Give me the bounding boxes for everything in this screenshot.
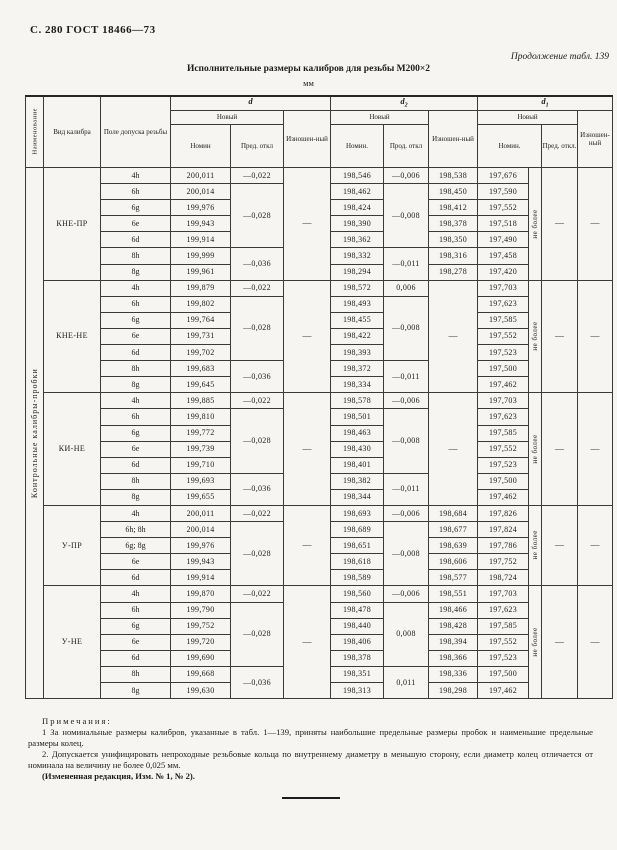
d2-worn: 198,684	[429, 505, 478, 521]
d2-worn: 198,538	[429, 168, 478, 184]
d-nominal: 199,702	[171, 345, 231, 361]
d2-nominal: 198,362	[331, 232, 384, 248]
calibration-sizes-table	[25, 95, 613, 699]
d-nominal: 199,961	[171, 264, 231, 280]
table-row	[26, 505, 613, 521]
d2-deviation: —0,006	[384, 393, 429, 409]
d2-worn: 198,378	[429, 216, 478, 232]
d1-nominal: 197,824	[478, 522, 529, 538]
tolerance-field: 8h	[101, 248, 171, 264]
d1-nominal: 197,552	[478, 441, 529, 457]
d-nominal: 199,690	[171, 650, 231, 666]
gauge-kind: КНЕ-ПР	[44, 168, 101, 281]
tolerance-field: 4h	[101, 586, 171, 602]
table-header	[26, 96, 613, 168]
d-nominal: 199,668	[171, 666, 231, 682]
d1-worn: —	[578, 393, 613, 506]
gauge-kind: КНЕ-НЕ	[44, 280, 101, 393]
d-worn: —	[284, 586, 331, 699]
column-header-d-deviation: Пред. откл	[231, 125, 284, 168]
notes-section	[28, 716, 593, 782]
d-deviation: —0,022	[231, 586, 284, 602]
d-deviation: —0,022	[231, 168, 284, 184]
column-header-d1: $d_1$	[478, 96, 613, 111]
d2-nominal: 198,390	[331, 216, 384, 232]
notes-heading: Примечания:	[42, 716, 112, 726]
page-header: С. 280 ГОСТ 18466—73	[30, 24, 156, 36]
tolerance-field: 6d	[101, 570, 171, 586]
d-nominal: 199,752	[171, 618, 231, 634]
d1-nominal: 197,623	[478, 602, 529, 618]
d2-nominal: 198,313	[331, 683, 384, 699]
d-nominal: 200,011	[171, 168, 231, 184]
d1-nominal: 198,724	[478, 570, 529, 586]
d2-nominal: 198,351	[331, 666, 384, 682]
d1-nominal: 197,523	[478, 650, 529, 666]
d2-nominal: 198,462	[331, 184, 384, 200]
d2-nominal: 198,493	[331, 296, 384, 312]
d-nominal: 199,683	[171, 361, 231, 377]
d-deviation: —0,022	[231, 393, 284, 409]
d2-worn: 198,412	[429, 200, 478, 216]
tolerance-field: 8g	[101, 489, 171, 505]
d-nominal: 199,645	[171, 377, 231, 393]
d2-worn: 198,336	[429, 666, 478, 682]
row-group-label: Контрольные калибры-пробки	[26, 168, 44, 699]
note-2: 2. Допускается унифицировать непроходные резьбовые кольца по внутреннему диаметру в меньшую сторону, если диаметр колец отличается от номинала на величину не более 0,025 мм.	[28, 749, 593, 770]
d2-worn: 198,394	[429, 634, 478, 650]
d2-nominal: 198,401	[331, 457, 384, 473]
d1-deviation: —	[542, 280, 578, 393]
d2-worn: 198,278	[429, 264, 478, 280]
d2-deviation: —0,011	[384, 473, 429, 505]
tolerance-field: 6g	[101, 425, 171, 441]
d2-nominal: 198,589	[331, 570, 384, 586]
d1-nominal: 197,500	[478, 361, 529, 377]
d1-nominal: 197,462	[478, 489, 529, 505]
d-worn: —	[284, 505, 331, 585]
d-worn: —	[284, 168, 331, 281]
gauge-kind: КИ-НЕ	[44, 393, 101, 506]
d2-worn: —	[429, 280, 478, 393]
d1-nominal: 197,420	[478, 264, 529, 280]
d-nominal: 199,879	[171, 280, 231, 296]
d-nominal: 199,943	[171, 216, 231, 232]
tolerance-field: 8h	[101, 361, 171, 377]
d2-deviation: —0,006	[384, 586, 429, 602]
tolerance-field: 6e	[101, 554, 171, 570]
column-header-d2-deviation: Прод. откл	[384, 125, 429, 168]
d2-nominal: 198,689	[331, 522, 384, 538]
d-nominal: 199,710	[171, 457, 231, 473]
d2-nominal: 198,455	[331, 312, 384, 328]
column-header-d2: $d_2$	[331, 96, 478, 111]
d1-nominal: 197,462	[478, 377, 529, 393]
d2-nominal: 198,572	[331, 280, 384, 296]
d1-worn: —	[578, 505, 613, 585]
d2-worn: 198,551	[429, 586, 478, 602]
d1-nominal: 197,552	[478, 328, 529, 344]
tolerance-field: 8h	[101, 666, 171, 682]
column-header-d-nominal: Номин	[171, 125, 231, 168]
d-deviation: —0,028	[231, 184, 284, 248]
d1-deviation: —	[542, 586, 578, 699]
d1-deviation: —	[542, 393, 578, 506]
column-header-d: d	[171, 96, 331, 111]
d-worn: —	[284, 393, 331, 506]
d1-nominal: 197,518	[478, 216, 529, 232]
d1-limit-note: не более	[529, 505, 542, 585]
tolerance-field: 6e	[101, 328, 171, 344]
d2-deviation: —0,008	[384, 522, 429, 586]
d2-deviation: 0,011	[384, 666, 429, 698]
d2-deviation: —0,008	[384, 184, 429, 248]
tolerance-field: 8h	[101, 473, 171, 489]
d2-nominal: 198,378	[331, 650, 384, 666]
d2-worn: 198,466	[429, 602, 478, 618]
d-nominal: 199,914	[171, 570, 231, 586]
d2-worn: 198,366	[429, 650, 478, 666]
table-continuation-label: Продолжение табл. 139	[510, 52, 609, 62]
column-header-d1-new: Новый	[478, 111, 578, 125]
d2-nominal: 198,501	[331, 409, 384, 425]
column-header-name: Наименование	[26, 96, 44, 168]
d-nominal: 199,976	[171, 538, 231, 554]
d1-nominal: 197,703	[478, 393, 529, 409]
column-header-d1-deviation: Пред. откл.	[542, 125, 578, 168]
d2-worn: 198,298	[429, 683, 478, 699]
tolerance-field: 6h; 8h	[101, 522, 171, 538]
d1-nominal: 197,676	[478, 168, 529, 184]
d2-nominal: 198,332	[331, 248, 384, 264]
tolerance-field: 6h	[101, 409, 171, 425]
column-header-d2-worn: Изношен-ный	[429, 111, 478, 168]
d1-nominal: 197,623	[478, 409, 529, 425]
d2-nominal: 198,382	[331, 473, 384, 489]
tolerance-field: 6d	[101, 457, 171, 473]
d1-nominal: 197,826	[478, 505, 529, 521]
d2-nominal: 198,651	[331, 538, 384, 554]
d1-deviation: —	[542, 168, 578, 281]
d2-nominal: 198,424	[331, 200, 384, 216]
d1-nominal: 197,703	[478, 280, 529, 296]
column-header-tolerance: Поле допуска резьбы	[101, 96, 171, 168]
d2-nominal: 198,478	[331, 602, 384, 618]
d1-nominal: 197,590	[478, 184, 529, 200]
d2-nominal: 198,430	[331, 441, 384, 457]
d-nominal: 199,764	[171, 312, 231, 328]
d2-nominal: 198,406	[331, 634, 384, 650]
d1-nominal: 197,500	[478, 473, 529, 489]
d-deviation: —0,028	[231, 522, 284, 586]
d1-limit-note: не более	[529, 168, 542, 281]
d-nominal: 199,772	[171, 425, 231, 441]
tolerance-field: 6d	[101, 345, 171, 361]
gauge-kind: У-ПР	[44, 505, 101, 585]
d-nominal: 199,914	[171, 232, 231, 248]
d2-nominal: 198,463	[331, 425, 384, 441]
d-nominal: 199,943	[171, 554, 231, 570]
tolerance-field: 6g	[101, 312, 171, 328]
d-nominal: 199,720	[171, 634, 231, 650]
column-header-d2-nominal: Номин.	[331, 125, 384, 168]
d1-nominal: 197,552	[478, 200, 529, 216]
d1-nominal: 197,623	[478, 296, 529, 312]
d1-nominal: 197,585	[478, 618, 529, 634]
d2-deviation: 0,008	[384, 602, 429, 666]
tolerance-field: 6d	[101, 232, 171, 248]
d1-deviation: —	[542, 505, 578, 585]
d-deviation: —0,036	[231, 666, 284, 698]
d2-nominal: 198,578	[331, 393, 384, 409]
d2-nominal: 198,344	[331, 489, 384, 505]
tolerance-field: 8g	[101, 264, 171, 280]
column-header-d-worn: Изношен-ный	[284, 111, 331, 168]
d2-deviation: —0,008	[384, 296, 429, 360]
d1-nominal: 197,552	[478, 634, 529, 650]
d2-worn: 198,428	[429, 618, 478, 634]
note-revision: (Измененная редакция, Изм. № 1, № 2).	[42, 771, 195, 781]
d-deviation: —0,028	[231, 296, 284, 360]
d-nominal: 199,655	[171, 489, 231, 505]
d-nominal: 199,630	[171, 683, 231, 699]
d-deviation: —0,036	[231, 248, 284, 280]
d-nominal: 199,976	[171, 200, 231, 216]
d-nominal: 199,731	[171, 328, 231, 344]
d-nominal: 199,999	[171, 248, 231, 264]
tolerance-field: 6g	[101, 200, 171, 216]
column-header-kind: Вид калибра	[44, 96, 101, 168]
d1-nominal: 197,462	[478, 683, 529, 699]
tolerance-field: 6h	[101, 184, 171, 200]
d2-deviation: —0,006	[384, 505, 429, 521]
column-header-d1-nominal: Номин.	[478, 125, 542, 168]
tolerance-field: 6g; 8g	[101, 538, 171, 554]
d1-limit-note: не более	[529, 586, 542, 699]
d2-nominal: 198,693	[331, 505, 384, 521]
d-deviation: —0,028	[231, 409, 284, 473]
d2-worn: 198,639	[429, 538, 478, 554]
d2-deviation: —0,011	[384, 361, 429, 393]
tolerance-field: 8g	[101, 683, 171, 699]
column-header-d-new: Новый	[171, 111, 284, 125]
d-deviation: —0,036	[231, 361, 284, 393]
d1-nominal: 197,786	[478, 538, 529, 554]
d-nominal: 199,810	[171, 409, 231, 425]
d2-deviation: 0,006	[384, 280, 429, 296]
end-rule	[282, 797, 340, 799]
tolerance-field: 4h	[101, 393, 171, 409]
d-deviation: —0,022	[231, 505, 284, 521]
d1-limit-note: не более	[529, 393, 542, 506]
d2-worn: 198,450	[429, 184, 478, 200]
d1-nominal: 197,523	[478, 457, 529, 473]
d2-nominal: 198,618	[331, 554, 384, 570]
d1-nominal: 197,523	[478, 345, 529, 361]
d-nominal: 200,014	[171, 522, 231, 538]
tolerance-field: 4h	[101, 505, 171, 521]
d2-worn: 198,606	[429, 554, 478, 570]
d-nominal: 199,739	[171, 441, 231, 457]
tolerance-field: 8g	[101, 377, 171, 393]
d1-worn: —	[578, 168, 613, 281]
tolerance-field: 6e	[101, 216, 171, 232]
d1-nominal: 197,703	[478, 586, 529, 602]
tolerance-field: 6g	[101, 618, 171, 634]
d2-deviation: —0,006	[384, 168, 429, 184]
d2-nominal: 198,393	[331, 345, 384, 361]
d2-worn: —	[429, 393, 478, 506]
column-header-d1-worn: Изношен-ный	[578, 111, 613, 168]
d-nominal: 200,011	[171, 505, 231, 521]
d2-deviation: —0,008	[384, 409, 429, 473]
d2-nominal: 198,422	[331, 328, 384, 344]
table-row	[26, 586, 613, 602]
d-nominal: 199,870	[171, 586, 231, 602]
d1-worn: —	[578, 280, 613, 393]
d-worn: —	[284, 280, 331, 393]
d1-nominal: 197,490	[478, 232, 529, 248]
table-row	[26, 393, 613, 409]
d2-nominal: 198,372	[331, 361, 384, 377]
tolerance-field: 6e	[101, 634, 171, 650]
table-body	[26, 168, 613, 699]
d1-nominal: 197,458	[478, 248, 529, 264]
d1-nominal: 197,585	[478, 312, 529, 328]
gauge-kind: У-НЕ	[44, 586, 101, 699]
table-row	[26, 168, 613, 184]
tolerance-field: 6e	[101, 441, 171, 457]
d2-worn: 198,577	[429, 570, 478, 586]
d-nominal: 199,885	[171, 393, 231, 409]
tolerance-field: 6h	[101, 296, 171, 312]
tolerance-field: 4h	[101, 280, 171, 296]
d2-nominal: 198,334	[331, 377, 384, 393]
d2-nominal: 198,294	[331, 264, 384, 280]
d-deviation: —0,036	[231, 473, 284, 505]
d2-worn: 198,350	[429, 232, 478, 248]
d-nominal: 199,802	[171, 296, 231, 312]
d-deviation: —0,022	[231, 280, 284, 296]
d-deviation: —0,028	[231, 602, 284, 666]
units-label: мм	[303, 78, 314, 88]
d2-worn: 198,316	[429, 248, 478, 264]
d2-nominal: 198,440	[331, 618, 384, 634]
tolerance-field: 6h	[101, 602, 171, 618]
note-1: 1 За номинальные размеры калибров, указанные в табл. 1—139, приняты наибольшие предельные размеры пробок и наименьшие предельные размеры колец.	[28, 727, 593, 748]
d-nominal: 199,790	[171, 602, 231, 618]
d1-nominal: 197,500	[478, 666, 529, 682]
d1-nominal: 197,585	[478, 425, 529, 441]
d-nominal: 200,014	[171, 184, 231, 200]
tolerance-field: 6d	[101, 650, 171, 666]
d2-worn: 198,677	[429, 522, 478, 538]
d-nominal: 199,693	[171, 473, 231, 489]
d1-worn: —	[578, 586, 613, 699]
d2-nominal: 198,560	[331, 586, 384, 602]
table-row	[26, 280, 613, 296]
d1-nominal: 197,752	[478, 554, 529, 570]
tolerance-field: 4h	[101, 168, 171, 184]
d2-deviation: —0,011	[384, 248, 429, 280]
d2-nominal: 198,546	[331, 168, 384, 184]
column-header-d2-new: Новый	[331, 111, 429, 125]
page-title: Исполнительные размеры калибров для резьбы М200×2	[186, 64, 431, 74]
d1-limit-note: не более	[529, 280, 542, 393]
